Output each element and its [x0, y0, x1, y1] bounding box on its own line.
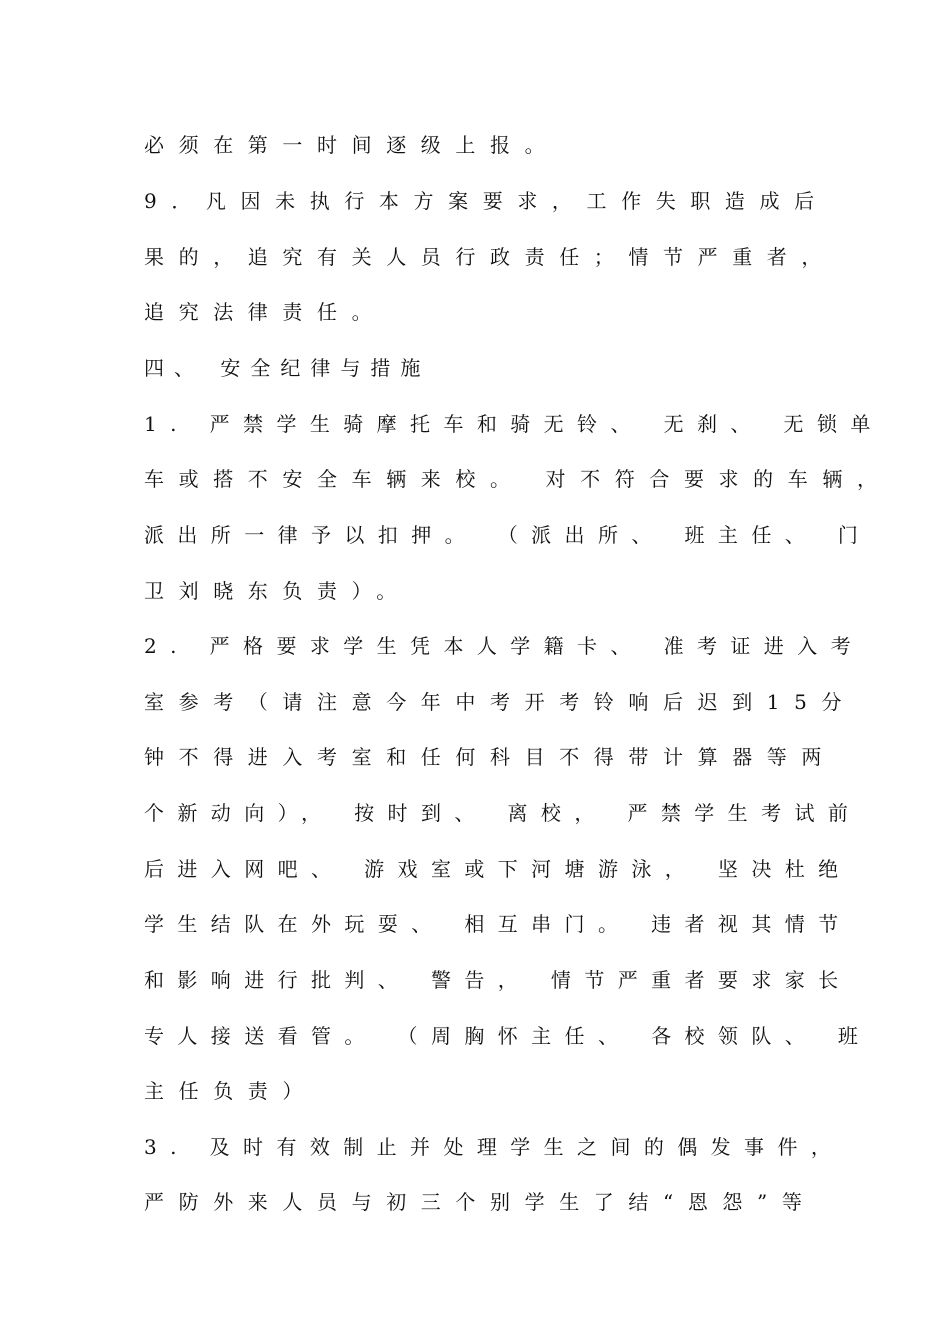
- text-line: 主任负责）: [144, 1079, 317, 1103]
- text-line: 派出所一律予以扣押。 （派出所、 班主任、 门: [144, 523, 872, 547]
- text-line: 果的，追究有关人员行政责任；情节严重者，: [144, 245, 836, 269]
- text-line: 后进入网吧、 游戏室或下河塘游泳， 坚决杜绝: [144, 857, 852, 881]
- text-line: 专人接送看管。 （周胸怀主任、 各校领队、 班: [144, 1024, 872, 1048]
- text-line: 卫刘晓东负责）。: [144, 579, 411, 603]
- text-line: 钟不得进入考室和任何科目不得带计算器等两: [144, 745, 836, 769]
- text-line: 个新动向）， 按时到、 离校， 严禁学生考试前: [144, 801, 862, 825]
- text-line: 9．凡因未执行本方案要求，工作失职造成后: [144, 189, 829, 213]
- text-line: 严防外来人员与初三个别学生了结“恩怨”等: [144, 1190, 817, 1214]
- text-line: 追究法律责任。: [144, 300, 387, 324]
- text-line: 必须在第一时间逐级上报。: [144, 133, 560, 157]
- section-heading: 四、 安全纪律与措施: [144, 356, 431, 380]
- text-line: 和影响进行批判、 警告， 情节严重者要求家长: [144, 968, 852, 992]
- text-line: 室参考（请注意今年中考开考铃响后迟到15分: [144, 690, 857, 714]
- text-line: 1. 严禁学生骑摩托车和骑无铃、 无刹、 无锁单: [144, 412, 884, 436]
- text-line: 2. 严格要求学生凭本人学籍卡、 准考证进入考: [144, 634, 864, 658]
- text-line: 车或搭不安全车辆来校。 对不符合要求的车辆，: [144, 467, 892, 491]
- text-line: 学生结队在外玩耍、 相互串门。 违者视其情节: [144, 912, 852, 936]
- text-line: 3. 及时有效制止并处理学生之间的偶发事件，: [144, 1135, 845, 1159]
